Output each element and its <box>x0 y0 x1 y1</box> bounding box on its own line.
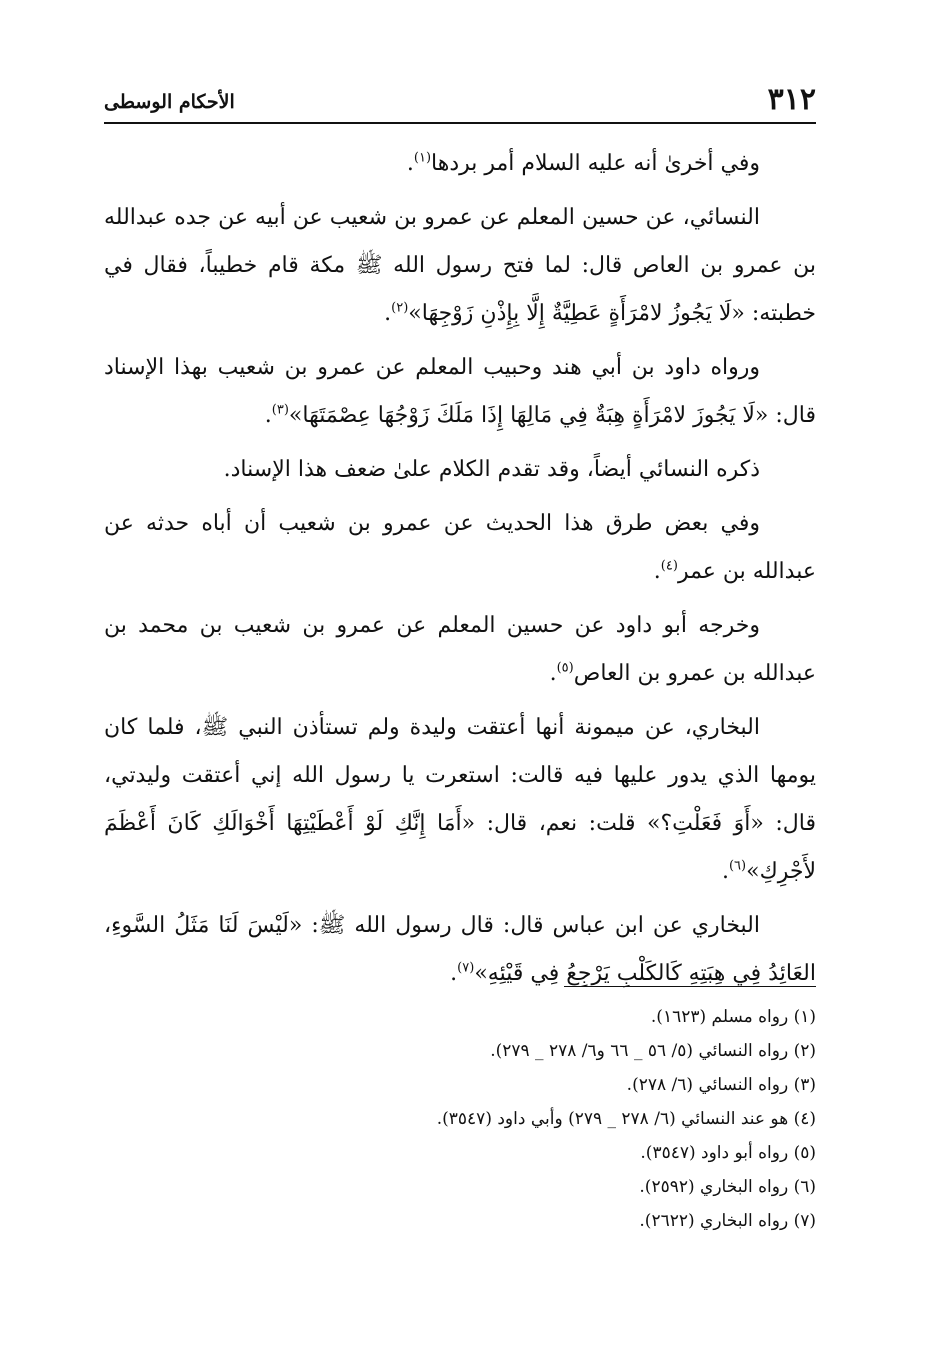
footnotes <box>104 1000 816 1238</box>
paragraph: ذكره النسائي أيضاً، وقد تقدم الكلام علىٰ ضعف هذا الإسناد. <box>223 457 760 482</box>
page-number: ٣١٢ <box>767 82 816 117</box>
footnote: (٢) رواه النسائي (٥/ ٥٦ _ ٦٦ و٦/ ٢٧٨ _ ٢٧٩). <box>490 1041 816 1061</box>
paragraph: وخرجه أبو داود عن حسين المعلم عن عمرو بن شعيب بن محمد بن عبدالله بن عمرو بن العاص$^{(٥)}$. <box>104 613 816 686</box>
footnote-ref: (٦) <box>728 858 747 874</box>
footnote: (١) رواه مسلم (١٦٢٣). <box>650 1007 816 1027</box>
footnote-ref: (١) <box>413 150 432 166</box>
footnote-ref: (٤) <box>660 558 678 574</box>
paragraph: وفي أخرىٰ أنه عليه السلام أمر بردها$^{(١)}$. <box>406 150 760 176</box>
paragraph: البخاري، عن ميمونة أنها أعتقت وليدة ولم تستأذن النبي ﷺ، فلما كان يومها الذي يدور عليها فيه قالت: استعرت يا رسول الله إني أعتقت وليدتي، قال: «أَوَ فَعَلْتِ؟» قلت: نعم، قال: «أَمَا إِنَّكِ لَوْ أَعْطَيْتِهَا أَخْوَالَكِ كَانَ أَعْظَمَ لأَجْرِكِ»$^{(٦)}$. <box>104 715 816 884</box>
paragraph: وفي بعض طرق هذا الحديث عن عمرو بن شعيب أن أباه حدثه عن عبدالله بن عمر$^{(٤)}$. <box>104 511 816 584</box>
footnote-ref: (٥) <box>556 660 574 676</box>
footnote: (٧) رواه البخاري (٢٦٢٢). <box>639 1211 816 1231</box>
footnote: (٤) هو عند النسائي (٦/ ٢٧٨ _ ٢٧٩) وأبي داود (٣٥٤٧). <box>436 1109 816 1129</box>
main-text <box>104 140 816 1004</box>
paragraph: ورواه داود بن أبي هند وحبيب المعلم عن عمرو بن شعيب بهذا الإسناد قال: «لَا يَجُوزَ لامْرَأَةٍ هِبَةٌ فِي مَالِهَا إِذَا مَلَكَ زَوْجُهَا عِصْمَتَهَا»$^{(٣)}$. <box>104 355 816 428</box>
footnote-ref: (٣) <box>271 402 289 418</box>
footnote: (٦) رواه البخاري (٢٥٩٢). <box>639 1177 816 1197</box>
footnote-divider <box>564 986 816 987</box>
paragraph: النسائي، عن حسين المعلم عن عمرو بن شعيب عن أبيه عن جده عبدالله بن عمرو بن العاص قال: لما فتح رسول الله ﷺ مكة قام خطيباً، فقال في خطبته: «لَا يَجُوزُ لامْرَأَةٍ عَطِيَّةٌ إِلَّا بِإِذْنِ زَوْجِهَا»$^{(٢)}$. <box>104 205 816 326</box>
footnote-ref: (٢) <box>391 300 409 316</box>
page-header <box>104 82 816 124</box>
paragraph: البخاري عن ابن عباس قال: قال رسول الله ﷺ: «لَيْسَ لَنَا مَثَلُ السَّوءِ، العَائِدُ فِي هِبَتِهِ كَالكَلْبِ يَرْجِعُ فِي قَيْئِهِ»$^{(٧)}$. <box>104 913 816 986</box>
footnote: (٥) رواه أبو داود (٣٥٤٧). <box>640 1143 816 1163</box>
running-title: الأحكام الوسطى <box>104 91 235 113</box>
footnote: (٣) رواه النسائي (٦/ ٢٧٨). <box>626 1075 816 1095</box>
footnote-ref: (٧) <box>457 960 475 976</box>
